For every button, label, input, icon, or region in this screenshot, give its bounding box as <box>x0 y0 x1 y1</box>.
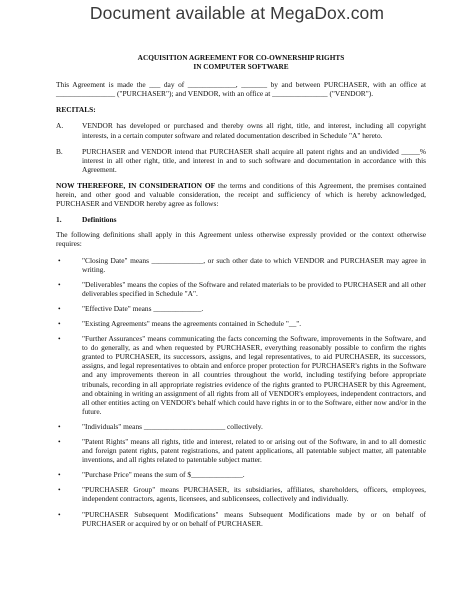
recitals-heading: RECITALS: <box>56 105 96 115</box>
definition-text: "Individuals" means ______________________ collectively. <box>82 421 263 431</box>
definition-text: "Purchase Price" means the sum of $______________. <box>82 470 245 480</box>
consideration-text: the terms and conditions of this Agreement, the premises contained herein, and other good and valuable consideration, the receipt and sufficiency of which is hereby acknowledged, PURCHASER and VENDOR hereby agree as follows: <box>56 180 426 209</box>
definitions-intro: The following definitions shall apply in this Agreement unless otherwise expressly provided or the context otherwise requires: <box>56 230 426 249</box>
definition-text: "Closing Date" means ______________, or such other date to which VENDOR and PURCHASER may agree in writing. <box>82 255 426 274</box>
bullet-icon: • <box>58 303 61 313</box>
definition-text: "Effective Date" means _____________. <box>82 303 204 313</box>
megadox-banner: Document available at MegaDox.com <box>89 3 385 23</box>
definition-text: "Existing Agreements" means the agreements contained in Schedule "__". <box>82 318 302 328</box>
definition-text: "Patent Rights" means all rights, title and interest, related to or arising out of the Software, in and to all domestic and foreign patent rights, patent registrations, and patent applications, all patentable subject matter, all patentable inventions, and all rights related to patentable subject matter. <box>82 437 426 465</box>
bullet-icon: • <box>58 421 61 431</box>
definition-text: "PURCHASER Subsequent Modifications" means Subsequent Modifications made by or on behalf of PURCHASER or acquired by or on behalf of PURCHASER. <box>82 509 426 528</box>
document-title <box>56 54 426 71</box>
recital-letter: B. <box>56 146 63 156</box>
bullet-icon: • <box>58 318 61 328</box>
definition-item <box>56 304 426 313</box>
recital-letter: A. <box>56 121 64 131</box>
definition-item <box>56 437 426 464</box>
recital-text: VENDOR has developed or purchased and thereby owns all right, title, and interest, including all copyright interests, in a certain computer software and related documentation described in Schedule "A" hereto. <box>82 121 426 140</box>
bullet-icon: • <box>58 485 61 495</box>
document-body <box>56 54 426 534</box>
bullet-icon: • <box>58 509 61 519</box>
bullet-icon: • <box>58 279 61 289</box>
definition-item <box>56 485 426 503</box>
definition-text: "Further Assurances" means communicating the facts concerning the Software, improvements in the Software, and to do generally, as and when requested by PURCHASER, everything reasonably possible to confirm the rights granted to PURCHASER, its successors, assigns, and legal representatives, to aid PURCHASER, its successors, assigns, and legal representatives to obtain and enforce proper protection for PURCHASER's rights in the Software and any improvements thereon in all countries throughout the world, including testifying before appropriate tribunals, recording in all appropriate registries evidence of the rights granted to PURCHASER by this Agreement, and obtaining in writing an assignment of all rights from all of VENDOR's employees, independent contractors, and all other entities acting on VENDOR's behalf which could have rights in or to the Software, either now and/or in the future. <box>82 334 426 416</box>
bullet-icon: • <box>58 470 61 480</box>
bullet-icon: • <box>58 334 61 344</box>
consideration-lead: NOW THEREFORE, IN CONSIDERATION OF <box>56 180 216 190</box>
recital-text: PURCHASER and VENDOR intend that PURCHASER shall acquire all patent rights and an undivided _____% interest in all other right, title, and interest in and to such software and documentation in accordance with this Agreement. <box>82 146 426 174</box>
definition-item <box>56 422 426 431</box>
section-title: Definitions <box>82 215 117 225</box>
recital-item <box>56 121 426 139</box>
definition-item <box>56 319 426 328</box>
intro-paragraph: This Agreement is made the ___ day of _____________, _______ by and between PURCHASER, with an office at ________________ ("PURCHASER"); and VENDOR, with an office at _______________ ("VENDOR"). <box>56 80 426 99</box>
section-number: 1. <box>56 215 62 225</box>
definition-item <box>56 256 426 274</box>
definition-text: "PURCHASER Group" means PURCHASER, its subsidiaries, affiliates, shareholders, officers, employees, independent contractors, agents, licensees, and sublicensees, collectively and individually. <box>82 485 426 504</box>
definition-item <box>56 334 426 416</box>
definition-item <box>56 510 426 528</box>
definition-item <box>56 280 426 298</box>
bullet-icon: • <box>58 255 61 265</box>
recital-item <box>56 147 426 174</box>
bullet-icon: • <box>58 437 61 446</box>
definition-text: "Deliverables" means the copies of the Software and related materials to be provided to PURCHASER and all other deliverables specified in Schedule "A". <box>82 279 426 298</box>
consideration-paragraph <box>56 181 426 208</box>
title-line-2: IN COMPUTER SOFTWARE <box>193 61 289 71</box>
definition-item <box>56 470 426 479</box>
section-heading <box>56 215 426 224</box>
title-line-1: ACQUISITION AGREEMENT FOR CO-OWNERSHIP RIGHTS <box>137 53 345 62</box>
